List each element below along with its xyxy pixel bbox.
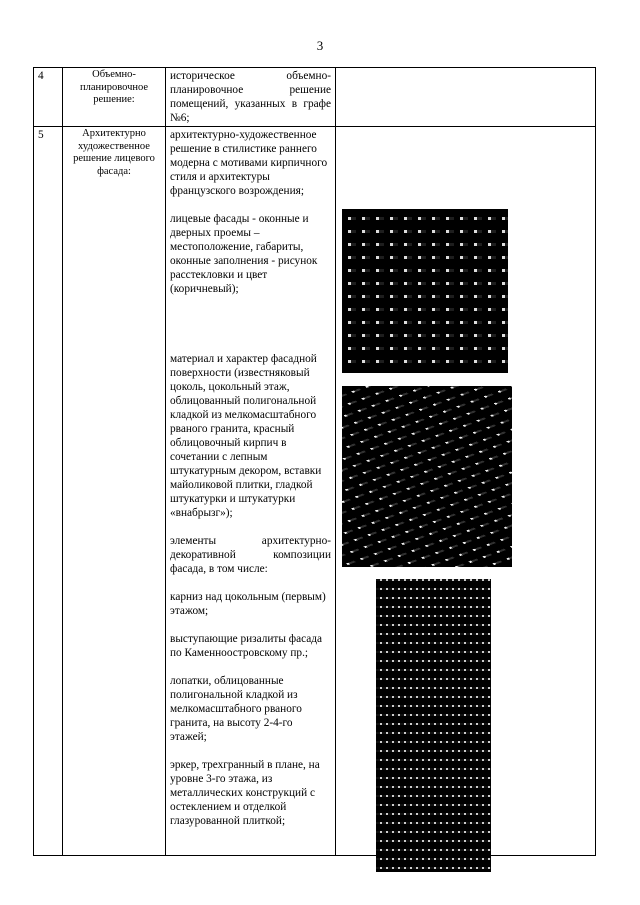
row-description bbox=[166, 127, 336, 856]
description-text: элементы архитектурно-декоративной композиции фасада, в том числе: bbox=[170, 535, 331, 575]
description-text: историческое объемно-планировочное решение помещений, указанных в графе №6; bbox=[170, 70, 331, 124]
row-name: Архитектурно художественное решение лицевого фасада: bbox=[63, 127, 166, 856]
row-name: Объемно-планировочное решение: bbox=[63, 68, 166, 127]
description-text: карниз над цокольным (первым) этажом; bbox=[170, 591, 326, 617]
description-text: лицевые фасады - оконные и дверных проемы – местоположение, габариты, оконные заполнения - рисунок расстекловки и цвет (коричневый); bbox=[170, 213, 318, 295]
row-description bbox=[166, 68, 336, 127]
description-text: материал и характер фасадной поверхности (известняковый цоколь, цокольный этаж, облицованный полигональной кладкой из мелкомасштабного рваного гранита, красный облицовочный кирпич в сочетании с лепным штукатурным декором, вставки майоликовой плитки, гладкой штукатурки и штукатурки «внабрызг»); bbox=[170, 353, 322, 519]
table-row bbox=[34, 127, 596, 856]
facade-photo bbox=[342, 195, 508, 373]
description-text: архитектурно-художественное решение в стилистике раннего модерна с мотивами кирпичного стиля и архитектуры французского возрождения; bbox=[170, 129, 328, 197]
facade-surface-photo bbox=[342, 386, 512, 567]
table-row bbox=[34, 68, 596, 127]
page-number: 3 bbox=[316, 38, 324, 53]
facade-detail-photo bbox=[376, 579, 491, 872]
row-images bbox=[336, 127, 596, 856]
row-number: 5 bbox=[34, 127, 63, 856]
description-text: эркер, трехгранный в плане, на уровне 3-го этажа, из металлических конструкций с остеклением и отделкой глазурованной плиткой; bbox=[170, 759, 320, 827]
description-text: выступающие ризалиты фасада по Каменноостровскому пр.; bbox=[170, 633, 323, 659]
row-images bbox=[336, 68, 596, 127]
protected-features-table bbox=[33, 67, 596, 856]
row-number: 4 bbox=[34, 68, 63, 127]
description-text: лопатки, облицованные полигональной кладкой из мелкомасштабного рваного гранита, на высоту 2-4-го этажей; bbox=[170, 675, 302, 743]
